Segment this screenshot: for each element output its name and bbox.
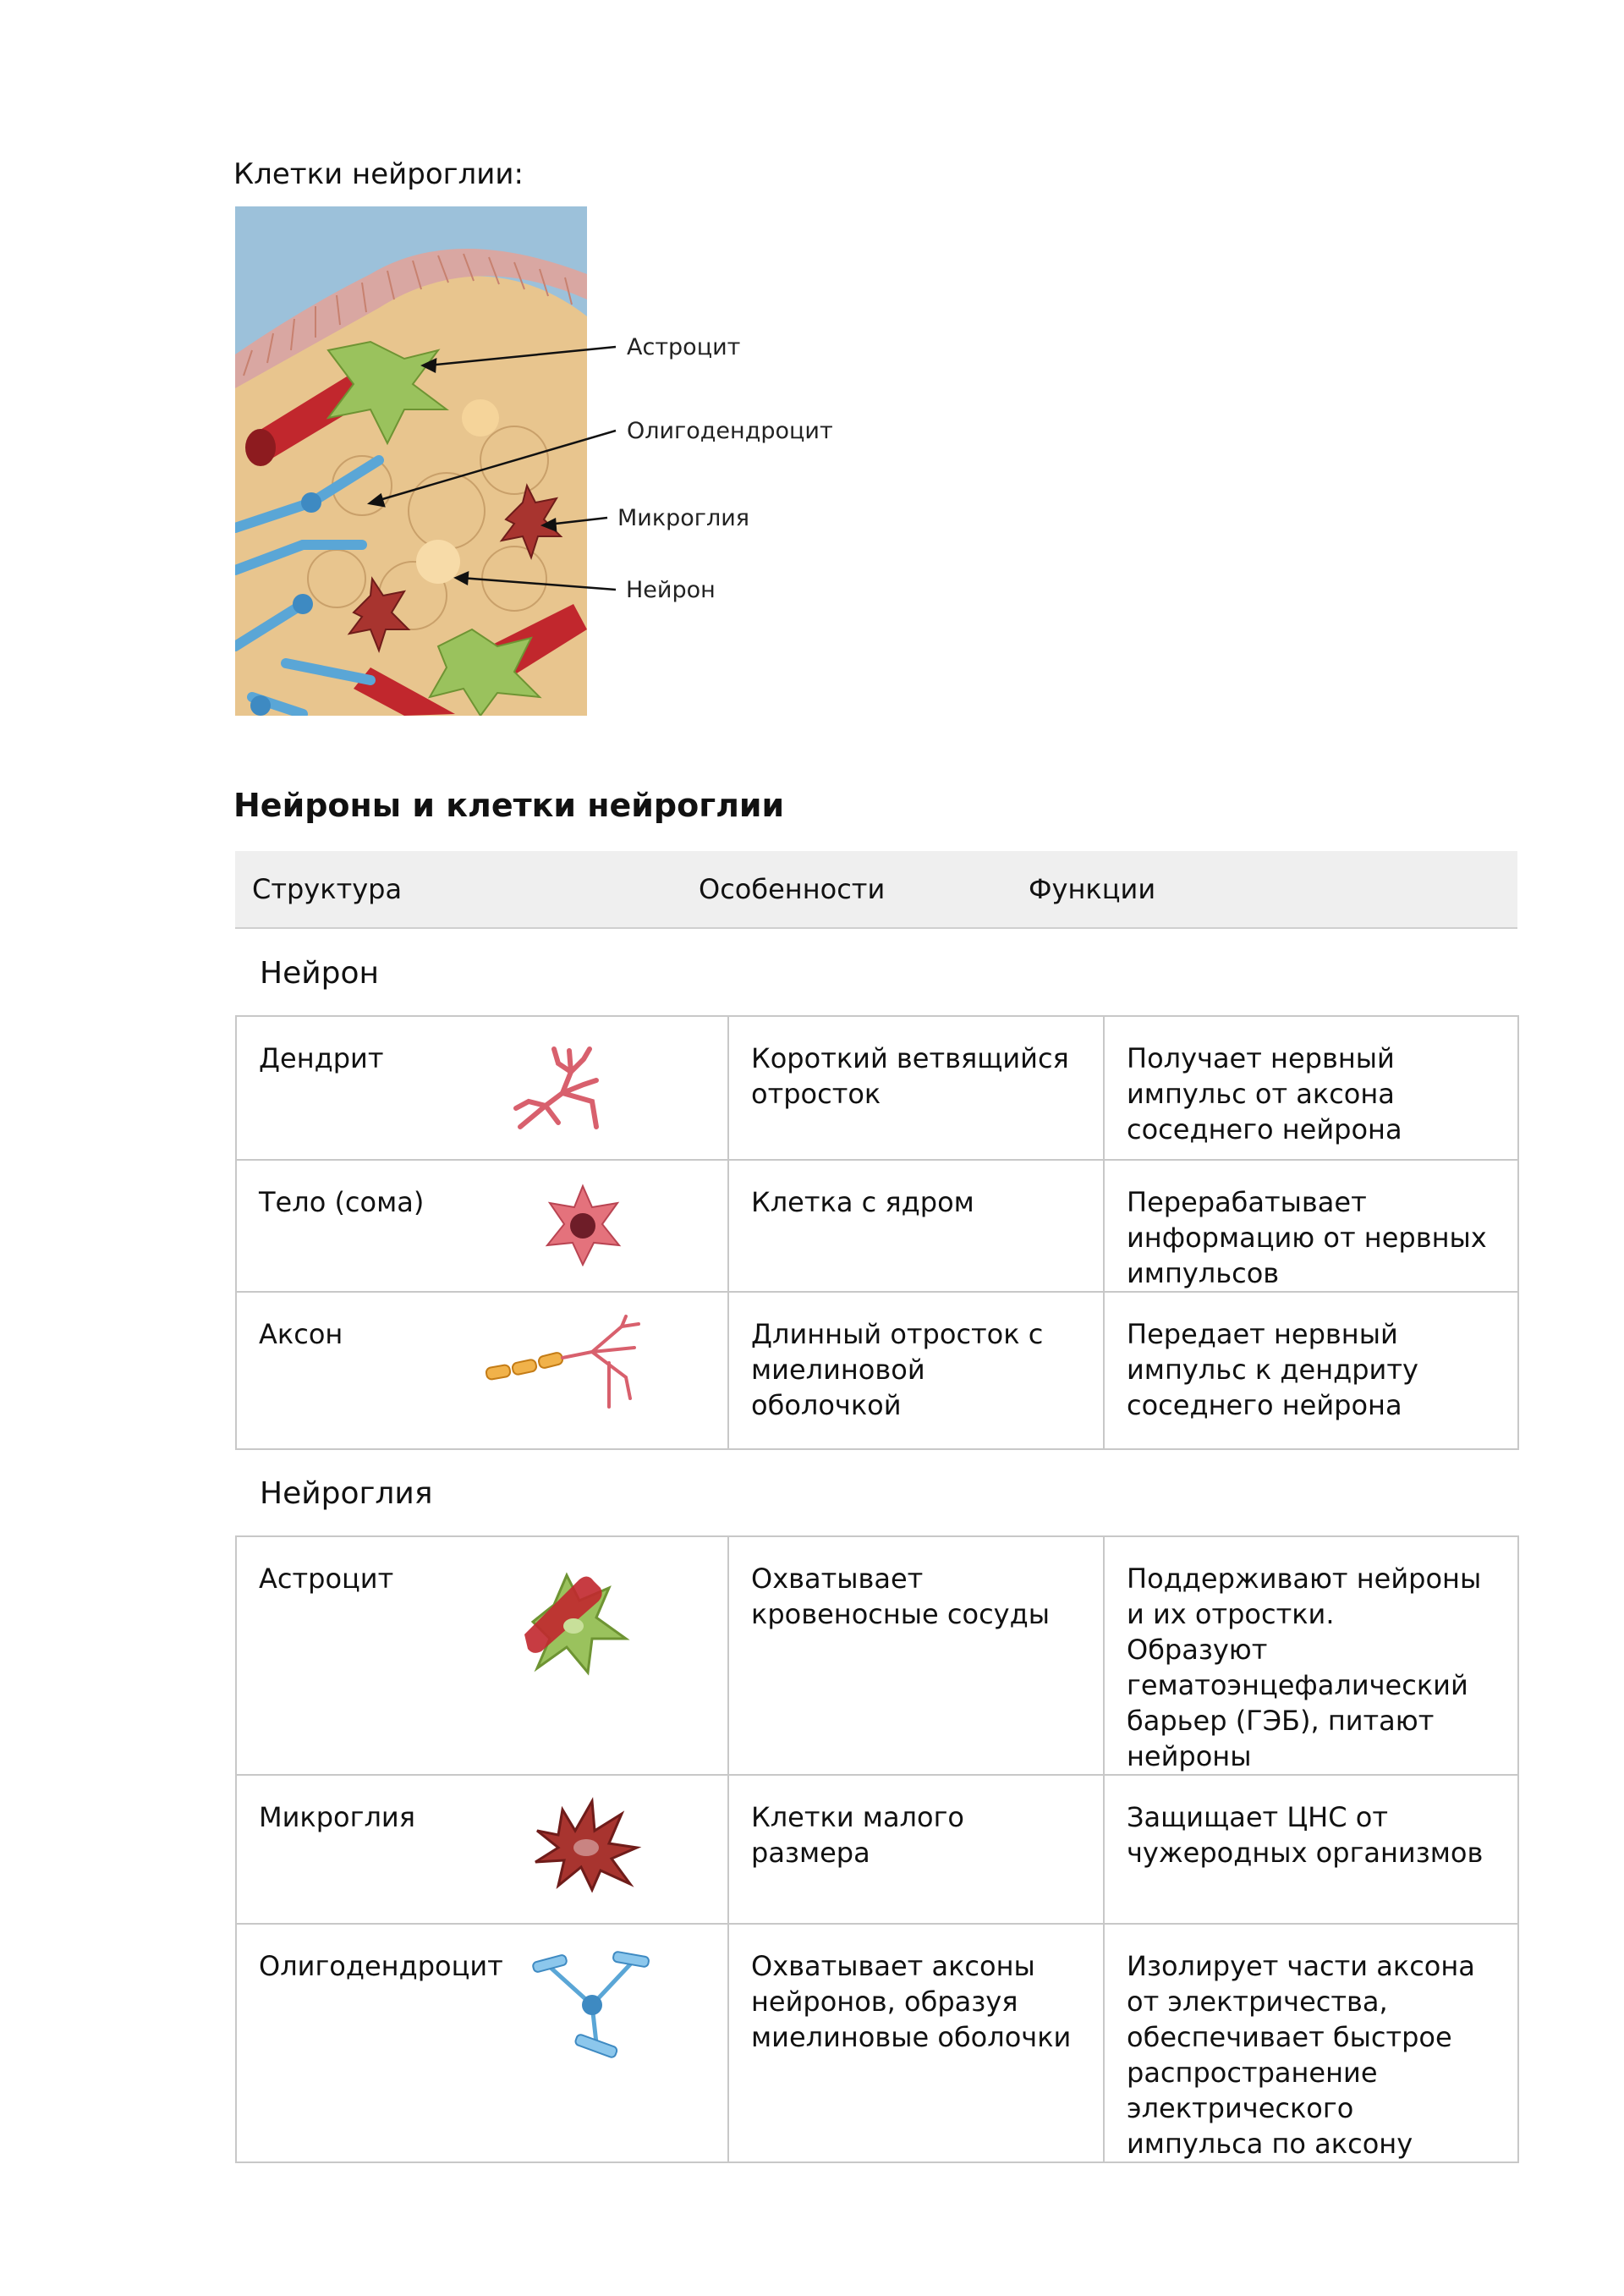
header-functions: Функции bbox=[1029, 873, 1156, 905]
features-cell: Охватывает кровеносные сосуды bbox=[728, 1536, 1104, 1775]
table-row bbox=[236, 1016, 1518, 1160]
axon-icon bbox=[482, 1314, 643, 1415]
functions-cell: Передает нервный импульс к дендриту соседнего нейрона bbox=[1104, 1292, 1518, 1449]
group-label-neuron: Нейрон bbox=[260, 956, 380, 991]
structure-name: Микроглия bbox=[259, 1801, 415, 1833]
features-cell: Короткий ветвящийся отросток bbox=[728, 1016, 1104, 1160]
features-cell: Клетки малого размера bbox=[728, 1775, 1104, 1924]
functions-cell: Перерабатывает информацию от нервных импульсов bbox=[1104, 1160, 1518, 1292]
functions-cell: Изолирует части аксона от электричества, обеспечивает быстрое распространение электрического импульса по аксону bbox=[1104, 1924, 1518, 2162]
structure-name: Аксон bbox=[259, 1318, 343, 1350]
microglia-icon bbox=[529, 1793, 643, 1894]
intro-text: Клетки нейроглии: bbox=[233, 157, 524, 191]
group-label-neuroglia: Нейроглия bbox=[260, 1476, 433, 1511]
soma-icon bbox=[543, 1182, 623, 1266]
features-cell: Охватывает аксоны нейронов, образуя миелиновые оболочки bbox=[728, 1924, 1104, 2162]
diagram-label-oligodendrocyte: Олигодендроцит bbox=[627, 418, 833, 444]
header-structure: Структура bbox=[252, 873, 403, 905]
diagram-label-neuron: Нейрон bbox=[626, 577, 716, 603]
structure-name: Астроцит bbox=[259, 1563, 394, 1595]
structure-name: Дендрит bbox=[259, 1042, 384, 1074]
diagram-pointers bbox=[0, 0, 1624, 761]
table-row bbox=[236, 1292, 1518, 1449]
functions-cell: Поддерживают нейроны и их отростки. bbox=[1127, 1563, 1482, 1630]
functions-cell: Защищает ЦНС от чужеродных организмов bbox=[1104, 1775, 1518, 1924]
neuron-table bbox=[235, 1015, 1519, 1450]
astrocyte-icon bbox=[508, 1554, 634, 1681]
table-row bbox=[236, 1775, 1518, 1924]
diagram-label-astrocyte: Астроцит bbox=[627, 334, 741, 360]
structure-name: Тело (сома) bbox=[259, 1186, 425, 1218]
features-cell: Длинный отросток с миелиновой оболочкой bbox=[728, 1292, 1104, 1449]
dendrite-icon bbox=[512, 1042, 605, 1135]
table-row bbox=[236, 1924, 1518, 2162]
neuroglia-table bbox=[235, 1535, 1519, 2163]
structure-name: Олигодендроцит bbox=[259, 1950, 503, 1982]
features-cell: Клетка с ядром bbox=[728, 1160, 1104, 1292]
table-row bbox=[236, 1536, 1518, 1775]
diagram-label-microglia: Микроглия bbox=[617, 505, 750, 531]
header-features: Особенности bbox=[699, 873, 886, 905]
table-row bbox=[236, 1160, 1518, 1292]
section-title: Нейроны и клетки нейроглии bbox=[233, 787, 785, 824]
oligodendrocyte-icon bbox=[529, 1946, 656, 2064]
functions-cell: Получает нервный импульс от аксона соседнего нейрона bbox=[1104, 1016, 1518, 1160]
table-header bbox=[235, 851, 1517, 929]
functions-cell-continued: Образуют гематоэнцефалический барьер (ГЭБ), питают нейроны bbox=[1127, 1634, 1468, 1772]
